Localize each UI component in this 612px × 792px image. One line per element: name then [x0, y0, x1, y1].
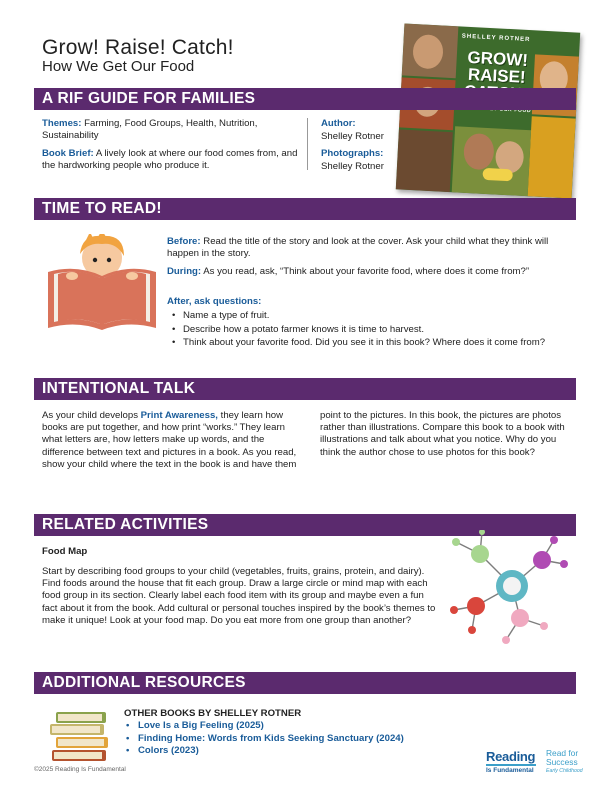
reading-child-illustration — [46, 234, 158, 332]
talk-column-2: point to the pictures. In this book, the pictures are photos rather than illustrations. Compare this book to a book with illustrations and talk about what you notice. Why do you think the author chose to use photos for this book? — [320, 410, 565, 458]
page-subtitle: How We Get Our Food — [42, 58, 195, 75]
brief-text: A lively look at where our food comes from, and the hardworking people who produce it. — [42, 148, 298, 172]
themes-text: Farming, Food Groups, Health, Nutrition, Sustainability — [42, 118, 258, 142]
list-item: • Colors (2023) — [124, 745, 444, 758]
question-list — [169, 310, 563, 351]
list-item: • Describe how a potato farmer knows it is time to harvest. — [169, 324, 563, 336]
logo-rfs-line2: Success — [546, 757, 578, 768]
copyright-text: ©2025 Reading Is Fundamental — [34, 766, 126, 773]
read-for-success-logo — [546, 749, 598, 775]
logo-rfs-line3: Early Childhood — [546, 767, 583, 774]
list-item: • Think about your favorite food. Did you see it in this book? Where does it come from? — [169, 337, 563, 349]
logo-reading: Reading — [486, 749, 536, 764]
logo-rfs-line1: Read for — [546, 748, 579, 758]
during-label: During: — [167, 266, 202, 277]
page-title: Grow! Raise! Catch! — [42, 36, 234, 59]
photos-block — [321, 148, 384, 173]
section-banner-intentional-talk — [34, 378, 576, 400]
mind-map-illustration — [442, 530, 570, 648]
before-block — [167, 236, 577, 260]
rif-logo — [486, 750, 540, 774]
section-banner-additional-resources — [34, 672, 576, 694]
cover-title: GROW! RAISE! — [467, 47, 529, 87]
section-heading: TIME TO READ! — [42, 200, 162, 217]
photos-label: Photographs: — [321, 148, 384, 159]
before-text: Read the title of the story and look at the cover. Ask your child what they think will happen in the story. — [167, 236, 549, 260]
logo-fundamental: Is Fundamental — [486, 767, 534, 774]
other-books-list — [124, 720, 444, 758]
book-cover-image — [396, 24, 580, 199]
themes-block — [42, 118, 300, 142]
list-item: • Name a type of fruit. — [169, 310, 563, 322]
author-label: Author: — [321, 118, 356, 129]
list-item: • Love Is a Big Feeling (2025) — [124, 720, 444, 733]
author-block — [321, 118, 384, 143]
section-heading: RELATED ACTIVITIES — [42, 516, 209, 533]
themes-label: Themes: — [42, 118, 82, 129]
section-banner-guide — [34, 88, 576, 110]
guide-divider — [307, 118, 308, 170]
section-heading: A RIF GUIDE FOR FAMILIES — [42, 90, 256, 107]
book-stack-icon — [48, 708, 112, 764]
section-heading: INTENTIONAL TALK — [42, 380, 196, 397]
during-text: As you read, ask, “Think about your favorite food, where does it come from?” — [201, 266, 530, 277]
cover-author: SHELLEY ROTNER — [461, 33, 531, 44]
photos-name: Shelley Rotner — [321, 161, 384, 173]
other-books-heading: OTHER BOOKS BY SHELLEY ROTNER — [124, 708, 302, 719]
brief-block — [42, 148, 300, 172]
after-label: After, ask questions: — [167, 296, 262, 307]
section-banner-time-to-read — [34, 198, 576, 220]
list-item: • Finding Home: Words from Kids Seeking Sanctuary (2024) — [124, 733, 444, 746]
before-label: Before: — [167, 236, 201, 247]
brief-label: Book Brief: — [42, 148, 94, 159]
print-awareness-term: Print Awareness, — [140, 410, 218, 421]
activity-title: Food Map — [42, 546, 88, 557]
talk-column-1: As your child develops Print Awareness, they learn how books are put together, and how print “works.” They learn what letters are, how letters make up words, and the difference between text and pictures in a book. As you read, show your child where the text in the book is and have them — [42, 410, 297, 470]
logo-underline — [486, 764, 536, 766]
section-heading: ADDITIONAL RESOURCES — [42, 674, 246, 691]
during-block — [167, 266, 577, 278]
author-name: Shelley Rotner — [321, 131, 384, 143]
activity-body: Start by describing food groups to your child (vegetables, fruits, grains, protein, and dairy). Find foods around the house that fit each group. Draw a large circle or mind map with each food group in its section. Clearly label each food item with its group and maybe even a fun fact about it from the book. Add cultural or personal touches inspired by the book’s themes to make it unique! Look at your food map. Do you eat more from one group than another? — [42, 566, 436, 626]
